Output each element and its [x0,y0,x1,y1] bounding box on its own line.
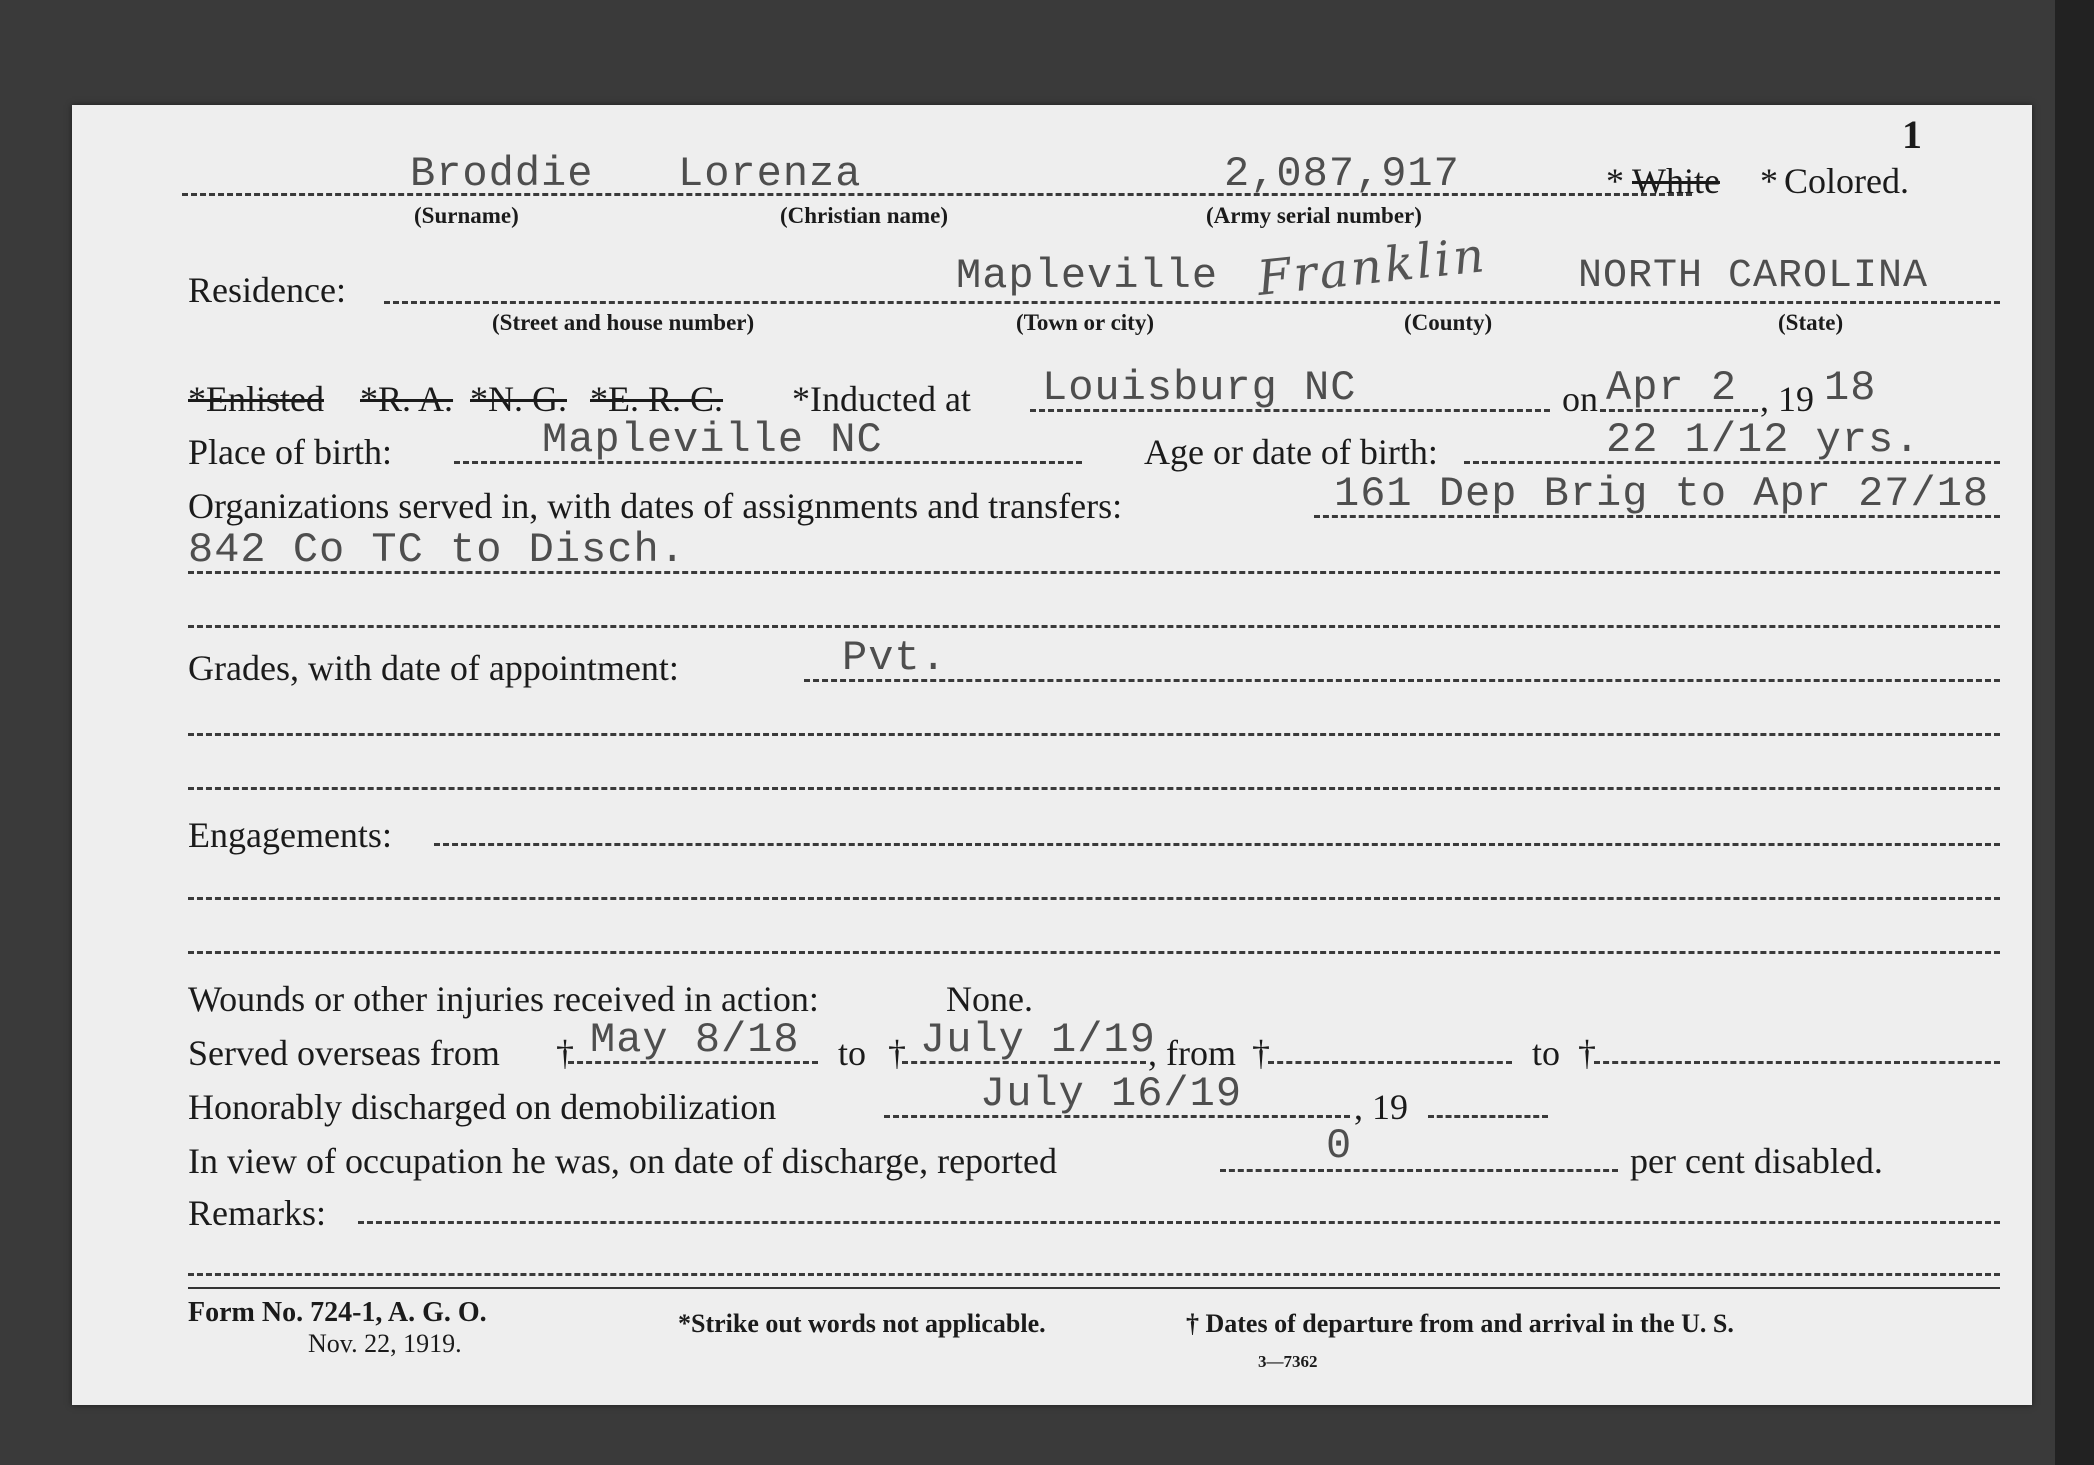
form-number: Form No. 724-1, A. G. O. [188,1297,487,1328]
engagements-line-2 [188,897,2000,900]
discharge-date-value: July 16/19 [980,1070,1243,1118]
engagements-label: Engagements: [188,815,392,855]
serial-number-value: 2,087,917 [1224,150,1460,198]
residence-line [384,301,2000,304]
overseas-to-line-2 [1594,1061,2000,1064]
caption-surname: (Surname) [414,203,519,228]
erc-option: *E. R. C. [590,379,724,419]
print-code: 3—7362 [1258,1352,1318,1371]
service-record-card [72,105,2032,1405]
organizations-line-3 [188,625,2000,628]
engagements-line-1 [434,843,2000,846]
disability-line [1220,1169,1618,1172]
overseas-from-label-2: , from [1148,1033,1236,1073]
residence-label: Residence: [188,270,346,310]
discharge-year-label: , 19 [1354,1087,1408,1127]
caption-county: (County) [1404,310,1493,335]
form-date: Nov. 22, 1919. [308,1329,462,1358]
age-value: 22 1/12 yrs. [1606,416,1921,464]
overseas-from-line-2 [1268,1061,1512,1064]
enlist-date-value: Apr 2 [1606,364,1738,412]
race-prefix: * [1606,161,1624,201]
dates-note: † Dates of departure from and arrival in the U. S. [1186,1309,1734,1338]
footer-rule [188,1287,2000,1289]
remarks-line-2 [188,1273,2000,1276]
caption-town: (Town or city) [1016,310,1154,335]
scan-background-edge [2055,0,2094,1465]
overseas-label: Served overseas from [188,1033,500,1073]
inducted-place-value: Louisburg NC [1042,364,1357,412]
caption-state: (State) [1778,310,1844,335]
grades-line-1 [804,679,2000,682]
overseas-dagger-1: † [556,1033,574,1073]
remarks-label: Remarks: [188,1193,326,1233]
residence-county-handwritten: Franklin [1254,227,1490,307]
caption-street: (Street and house number) [492,310,755,335]
overseas-to-value: July 1/19 [920,1016,1156,1064]
on-label: on [1562,379,1598,419]
engagements-line-3 [188,951,2000,954]
ng-option: *N. G. [470,379,567,419]
enlist-year-suffix: 18 [1824,364,1877,412]
race-prefix-2: * [1760,161,1778,201]
enlist-year-prefix: , 19 [1760,379,1814,419]
disability-suffix: per cent disabled. [1630,1141,1883,1181]
overseas-dagger-3: † [1252,1033,1270,1073]
organizations-label: Organizations served in, with dates of assignments and transfers: [188,486,1123,526]
disability-label: In view of occupation he was, on date of discharge, reported [188,1141,1058,1181]
card-number: 1 [1902,112,1922,157]
grades-line-3 [188,787,2000,790]
overseas-dagger-4: † [1578,1033,1596,1073]
place-of-birth-label: Place of birth: [188,432,392,472]
enlisted-option: *Enlisted [188,379,324,419]
discharge-label: Honorably discharged on demobilization [188,1087,777,1127]
residence-town-value: Mapleville [956,252,1219,300]
overseas-dagger-2: † [888,1033,906,1073]
place-of-birth-value: Mapleville NC [542,416,883,464]
name-line [182,193,1692,196]
remarks-line-1 [358,1221,2000,1224]
caption-serial-number: (Army serial number) [1206,203,1422,228]
overseas-to-label: to [838,1033,867,1073]
wounds-label: Wounds or other injuries received in action: [188,979,819,1019]
christian-name-value: Lorenza [678,150,862,198]
organizations-value-2: 842 Co TC to Disch. [188,526,686,574]
organizations-value-1: 161 Dep Brig to Apr 27/18 [1334,470,1990,518]
inducted-label: *Inducted at [792,379,971,419]
discharge-year-line [1428,1115,1548,1118]
age-label: Age or date of birth: [1144,432,1438,472]
wounds-value: None. [946,979,1033,1019]
surname-value: Broddie [410,150,594,198]
residence-state-value: NORTH CAROLINA [1578,254,1929,299]
overseas-to-label-2: to [1532,1033,1561,1073]
strike-note: *Strike out words not applicable. [678,1309,1046,1338]
overseas-from-value: May 8/18 [590,1016,800,1064]
race-colored: Colored. [1784,161,1909,201]
grades-label: Grades, with date of appointment: [188,648,679,688]
race-white: White [1632,161,1720,201]
grades-value: Pvt. [842,634,947,682]
ra-option: *R. A. [360,379,454,419]
grades-line-2 [188,733,2000,736]
disability-value: 0 [1326,1122,1353,1170]
caption-christian-name: (Christian name) [780,203,949,228]
